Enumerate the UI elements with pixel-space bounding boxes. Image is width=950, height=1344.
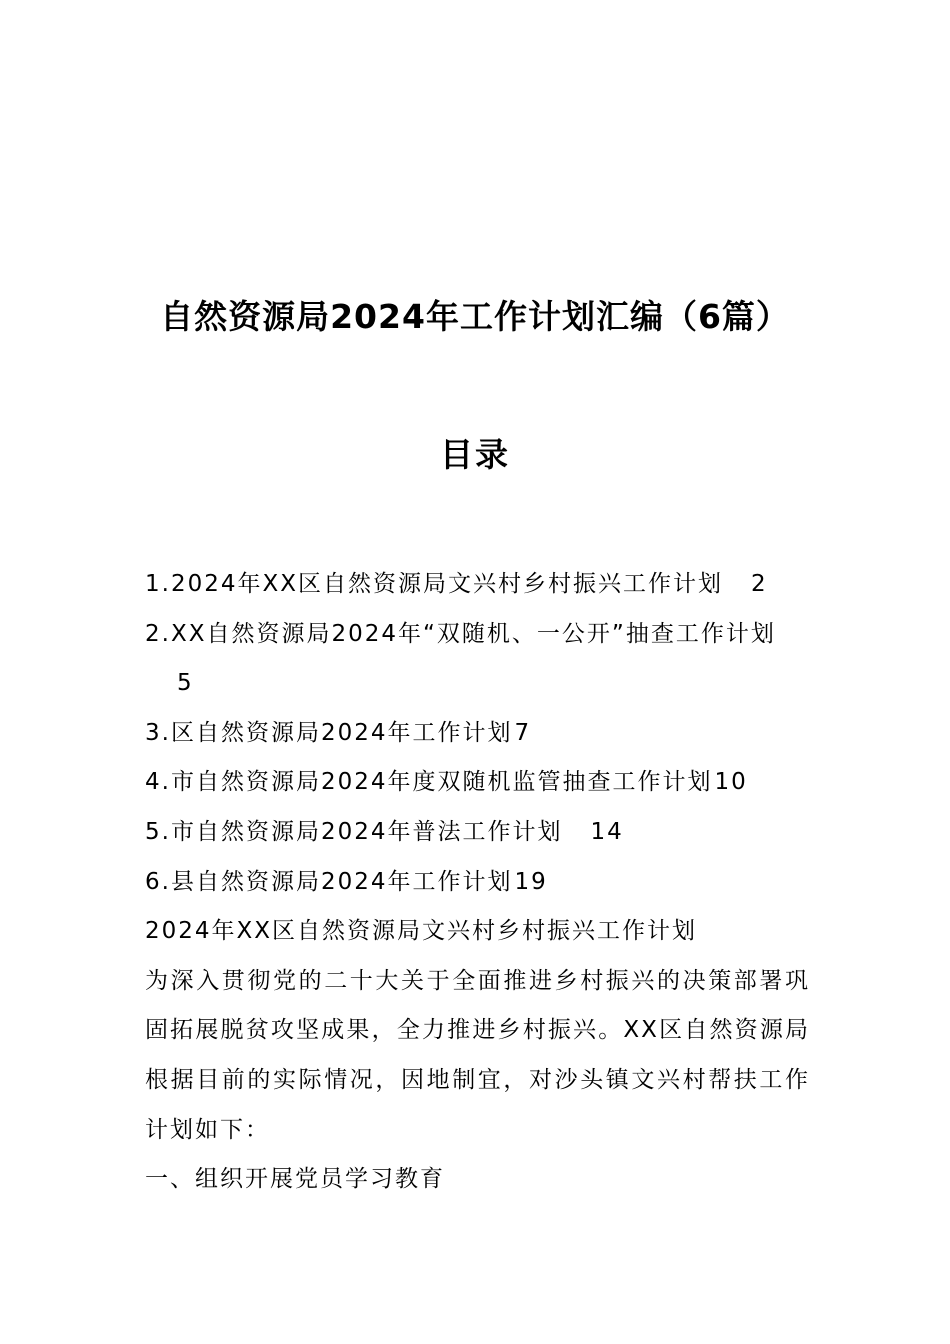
toc-entry-label: 3.区自然资源局2024年工作计划 (145, 719, 513, 746)
toc-entry-page: 7 (514, 719, 532, 746)
toc-entry-label: 4.市自然资源局2024年度双随机监管抽查工作计划 (145, 769, 713, 796)
toc-entry-label: 2.XX自然资源局2024年“双随机、一公开”抽查工作计划 (145, 620, 776, 647)
toc-entry-page: 14 (590, 818, 624, 845)
toc-entry-3[interactable] (145, 709, 810, 759)
toc-entry-page: 19 (514, 868, 548, 895)
toc-entry-4[interactable] (145, 758, 810, 808)
document-title: 自然资源局2024年工作计划汇编（6篇） (160, 297, 790, 336)
section-title: 2024年XX区自然资源局文兴村乡村振兴工作计划 (145, 918, 698, 945)
toc-entry-page: 10 (714, 769, 748, 796)
toc-entry-page: 2 (751, 571, 768, 597)
toc-entry-1[interactable] (145, 560, 810, 610)
document-body (145, 560, 810, 1205)
toc-entry-label: 6.县自然资源局2024年工作计划 (145, 868, 513, 895)
toc-entry-label: 1.2024年XX区自然资源局文兴村乡村振兴工作计划 (145, 571, 723, 597)
toc-heading: 目录 (440, 435, 510, 474)
toc-entry-6[interactable] (145, 858, 810, 908)
toc-entry-label: 5.市自然资源局2024年普法工作计划 (145, 818, 563, 845)
toc-entry-page: 5 (177, 670, 194, 697)
subheading-1: 一、组织开展党员学习教育 (145, 1166, 445, 1193)
toc-entry-5[interactable] (145, 808, 810, 858)
intro-paragraph: 为深入贯彻党的二十大关于全面推进乡村振兴的决策部署巩固拓展脱贫攻坚成果，全力推进乡村振兴。XX区自然资源局根据目前的实际情况，因地制宜，对沙头镇文兴村帮扶工作计划如下： (145, 967, 810, 1143)
toc-entry-2[interactable] (145, 610, 810, 709)
